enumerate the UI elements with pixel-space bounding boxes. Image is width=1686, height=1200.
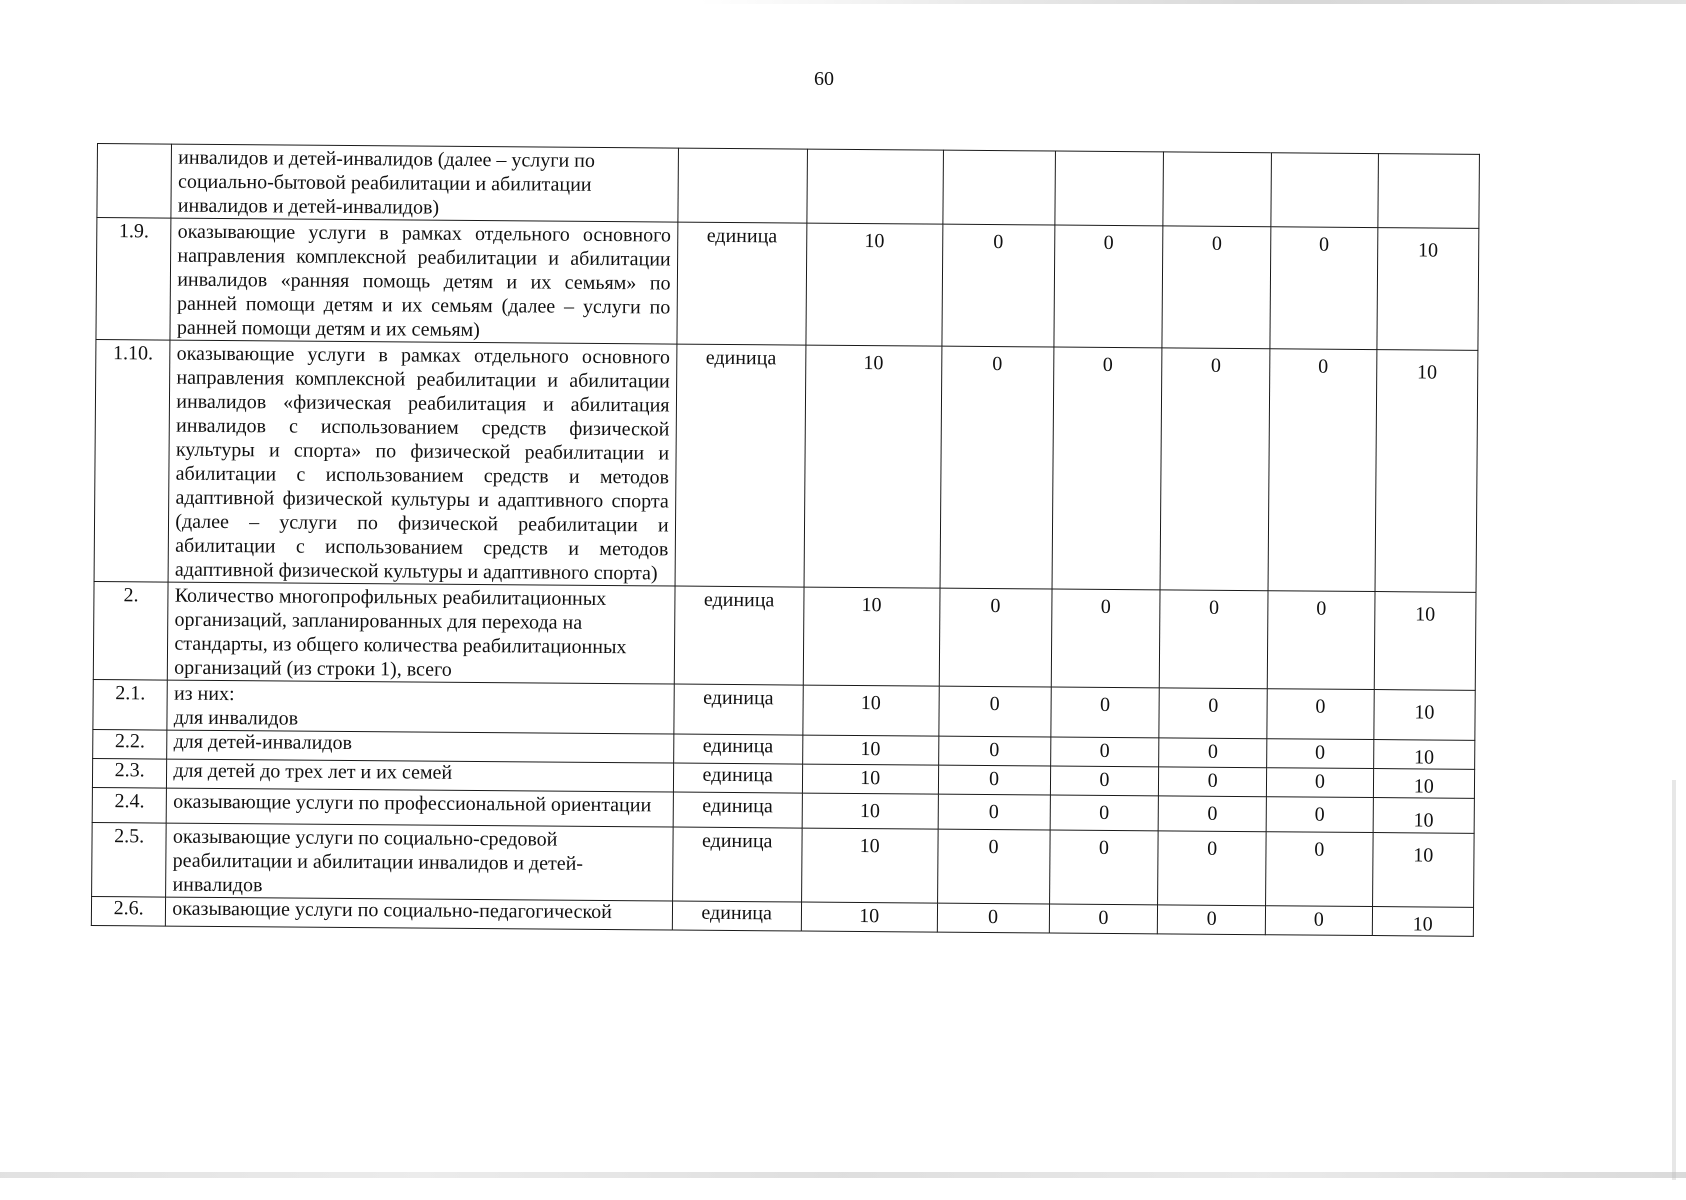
row-value-6: [1378, 154, 1480, 229]
row-value-6: 10: [1373, 740, 1475, 770]
row-value-4: 0: [1162, 226, 1271, 349]
row-unit: [677, 148, 807, 223]
scan-edge-bottom: [0, 1172, 1686, 1178]
scan-edge-top: [700, 0, 1686, 4]
row-number: 2.4.: [92, 787, 167, 823]
row-value-5: 0: [1265, 906, 1372, 936]
row-number: 1.10.: [94, 339, 170, 582]
row-value-3: 0: [1049, 904, 1158, 934]
scan-edge-right: [1672, 780, 1676, 1180]
row-description: для детей-инвалидов: [167, 730, 673, 763]
row-value-5: [1271, 153, 1378, 228]
row-number: 2.1.: [93, 679, 168, 730]
row-unit: единица: [674, 586, 804, 685]
row-value-2: 0: [937, 829, 1050, 904]
row-value-4: 0: [1159, 767, 1267, 797]
row-value-5: 0: [1268, 349, 1377, 592]
row-number: [97, 144, 172, 219]
row-description: оказывающие услуги по социально-педагогической: [166, 897, 672, 930]
row-number: 1.9.: [96, 218, 171, 341]
row-description: для детей до трех лет и их семей: [167, 759, 673, 792]
row-value-2: 0: [939, 588, 1052, 687]
indicators-table: [91, 143, 1480, 937]
row-value-1: 10: [803, 685, 939, 736]
row-value-3: 0: [1050, 795, 1159, 831]
row-value-6: 10: [1373, 769, 1475, 799]
row-unit: единица: [673, 763, 802, 793]
row-unit: единица: [673, 792, 803, 828]
row-unit: единица: [677, 222, 807, 345]
table-row: [94, 339, 1478, 592]
row-value-3: 0: [1051, 589, 1161, 688]
row-value-3: 0: [1050, 737, 1159, 767]
row-value-4: 0: [1158, 905, 1266, 935]
row-unit: единица: [672, 827, 802, 902]
row-value-5: 0: [1267, 739, 1374, 769]
row-value-5: 0: [1266, 832, 1373, 907]
page-number: 60: [814, 68, 834, 90]
table-row: [96, 218, 1479, 351]
row-value-6: 10: [1372, 833, 1474, 908]
row-value-2: 0: [938, 794, 1050, 830]
row-value-1: 10: [802, 735, 938, 765]
row-value-2: 0: [938, 686, 1050, 737]
row-value-2: 0: [940, 346, 1054, 589]
row-value-1: 10: [801, 828, 937, 903]
row-value-6: 10: [1372, 907, 1474, 937]
row-description: Количество многопрофильных реабилитационных организаций, запланированных для перехода на стандарты, из общего количества реабилитационных организаций (из строки 1), всего: [168, 582, 675, 684]
row-value-1: 10: [803, 587, 939, 686]
row-value-1: [807, 149, 943, 224]
row-value-4: 0: [1158, 831, 1266, 906]
row-value-2: 0: [937, 903, 1049, 933]
row-value-3: [1054, 151, 1163, 226]
row-value-1: 10: [806, 223, 943, 346]
row-description: [167, 680, 674, 734]
row-value-5: 0: [1270, 227, 1378, 350]
row-value-6: 10: [1374, 690, 1476, 741]
row-unit: единица: [675, 344, 806, 587]
row-description-line: из них:: [173, 682, 235, 706]
row-value-6: 10: [1375, 350, 1478, 593]
row-unit: единица: [673, 684, 803, 735]
row-number: 2.3.: [92, 758, 167, 788]
row-value-6: 10: [1377, 228, 1479, 351]
row-number: 2.2.: [93, 729, 168, 759]
row-value-1: 10: [802, 764, 938, 794]
row-description: инвалидов и детей-инвалидов (далее – услуги по социально-бытовой реабилитации и абилитации инвалидов и детей-инвалидов): [171, 144, 678, 222]
row-description: оказывающие услуги в рамках отдельного основного направления комплексной реабилитации и абилитации инвалидов «ранняя помощь детям и их семьям» по ранней помощи детям и их семьям (далее – услуги по ранней помощи детям и их семьям): [170, 218, 677, 344]
row-value-4: 0: [1159, 738, 1267, 768]
row-value-6: 10: [1374, 592, 1476, 691]
row-value-1: 10: [804, 345, 942, 588]
table-row: [92, 822, 1475, 907]
row-value-3: 0: [1052, 347, 1163, 590]
row-value-4: [1163, 152, 1271, 227]
row-value-4: 0: [1159, 688, 1267, 739]
row-unit: единица: [672, 901, 801, 931]
row-value-5: 0: [1267, 689, 1374, 740]
row-value-2: 0: [941, 224, 1054, 347]
row-value-5: 0: [1266, 768, 1373, 798]
row-number: 2.5.: [92, 822, 167, 897]
row-value-1: 10: [802, 793, 938, 829]
row-value-2: 0: [938, 736, 1050, 766]
row-description-line: для инвалидов: [173, 706, 299, 730]
row-number: 2.: [93, 581, 168, 680]
row-value-3: 0: [1053, 225, 1163, 348]
row-value-2: 0: [938, 765, 1050, 795]
row-value-4: 0: [1158, 796, 1266, 832]
row-description: оказывающие услуги по профессиональной ориентации: [166, 788, 673, 827]
row-value-4: 0: [1160, 348, 1270, 591]
table-row: [97, 144, 1480, 229]
row-value-6: 10: [1373, 798, 1475, 834]
row-description: оказывающие услуги по социально-средовой реабилитации и абилитации инвалидов и детей-инвалидов: [166, 823, 673, 901]
row-value-1: 10: [801, 902, 937, 932]
row-value-3: 0: [1049, 830, 1158, 905]
row-value-2: [942, 150, 1055, 225]
row-value-4: 0: [1160, 590, 1268, 689]
row-value-3: 0: [1050, 687, 1159, 738]
row-value-5: 0: [1266, 797, 1373, 833]
row-unit: единица: [673, 734, 802, 764]
row-value-5: 0: [1267, 591, 1374, 690]
table-row: [93, 581, 1476, 690]
row-description: оказывающие услуги в рамках отдельного основного направления комплексной реабилитации и абилитации инвалидов «физическая реабилитация и абилитация инвалидов с использованием средств физической культуры и спорта» по физической реабилитации и абилитации с использованием средств и методов адаптивной физической культуры и адаптивного спорта (далее – услуги по физической реабилитации и абилитации с использованием средств и методов адаптивной физической культуры и адаптивного спорта): [168, 340, 676, 586]
row-value-3: 0: [1050, 766, 1159, 796]
row-number: 2.6.: [91, 896, 166, 926]
